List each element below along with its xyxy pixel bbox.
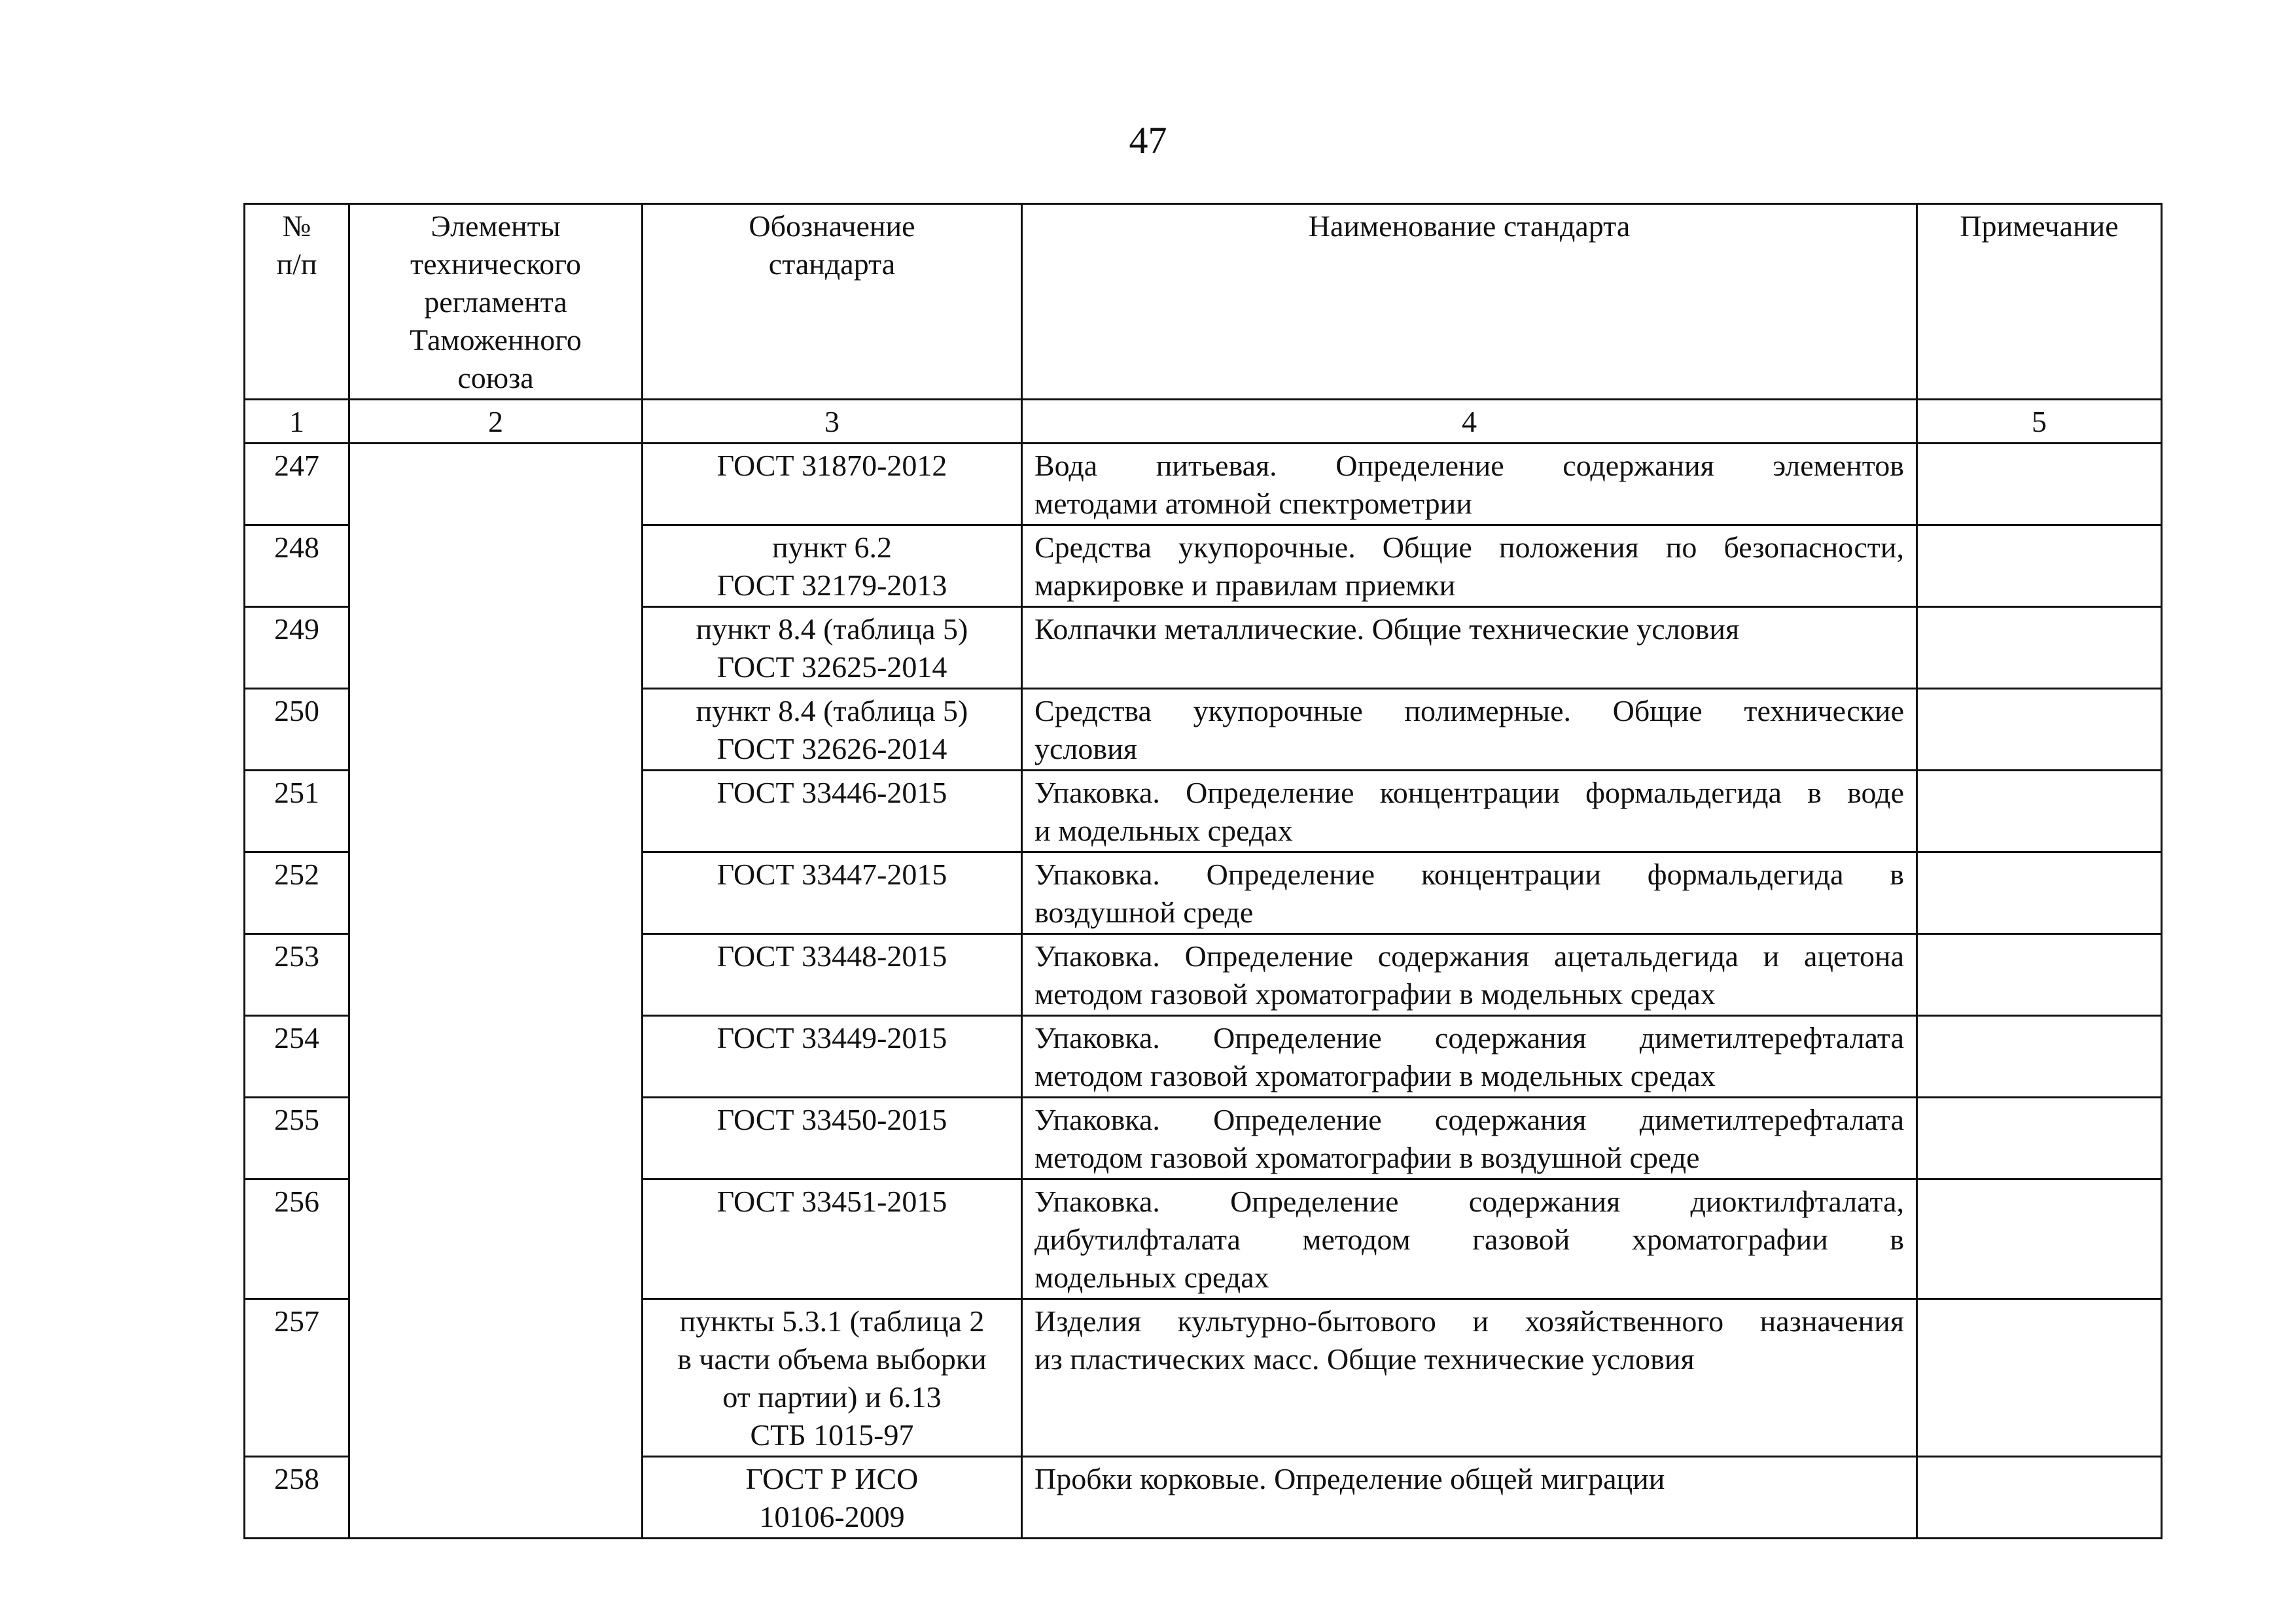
standard-designation [643, 1016, 1022, 1098]
row-number: 249 [245, 607, 349, 689]
note-cell [1917, 444, 2162, 525]
standard-name-line: методом газовой хроматографии в модельных средах [1034, 1059, 1716, 1092]
designation-line: ГОСТ 33446-2015 [716, 776, 947, 809]
header-elements [349, 204, 643, 400]
table-body [245, 444, 2162, 1539]
standard-name-line: Средства укупорочные полимерные. Общие технические [1034, 694, 1904, 727]
row-number: 248 [245, 525, 349, 607]
designation-line: ГОСТ 32625-2014 [716, 650, 947, 684]
designation-line: ГОСТ 32626-2014 [716, 732, 947, 765]
column-number: 1 [245, 400, 349, 444]
designation-line: СТБ 1015-97 [750, 1418, 914, 1452]
header-line: технического [410, 247, 581, 281]
note-cell [1917, 1098, 2162, 1179]
standard-name-line: маркировке и правилам приемки [1034, 568, 1456, 602]
regulation-element-cell [349, 444, 643, 1539]
standard-designation [643, 852, 1022, 934]
row-number: 247 [245, 444, 349, 525]
note-cell [1917, 689, 2162, 771]
designation-line: пункт 8.4 (таблица 5) [696, 612, 968, 646]
header-line: Таможенного [410, 323, 582, 357]
standard-name-line: дибутилфталата методом газовой хроматографии в [1034, 1223, 1904, 1256]
designation-line: ГОСТ 33447-2015 [716, 858, 947, 891]
note-cell [1917, 1457, 2162, 1539]
header-line: регламента [424, 285, 567, 319]
standard-designation [643, 1299, 1022, 1457]
column-number-row [245, 400, 2162, 444]
row-number: 258 [245, 1457, 349, 1539]
standard-name-line: Изделия культурно-бытового и хозяйственного назначения [1034, 1304, 1904, 1338]
standard-name [1022, 1098, 1917, 1179]
standard-name-line: условия [1034, 732, 1137, 765]
row-number: 253 [245, 934, 349, 1016]
designation-line: от партии) и 6.13 [722, 1380, 942, 1414]
standard-name [1022, 525, 1917, 607]
header-standard-name [1022, 204, 1917, 400]
designation-line: пункты 5.3.1 (таблица 2 [679, 1304, 985, 1338]
standard-designation [643, 1098, 1022, 1179]
standard-name [1022, 607, 1917, 689]
header-designation [643, 204, 1022, 400]
standard-name-line: методом газовой хроматографии в воздушной среде [1034, 1141, 1700, 1174]
standard-name-line: Средства укупорочные. Общие положения по безопасности, [1034, 531, 1904, 564]
standard-designation [643, 444, 1022, 525]
standard-designation [643, 1179, 1022, 1299]
note-cell [1917, 1299, 2162, 1457]
note-cell [1917, 1179, 2162, 1299]
header-line: Наименование стандарта [1308, 209, 1631, 243]
standard-designation [643, 525, 1022, 607]
standard-designation [643, 689, 1022, 771]
note-cell [1917, 852, 2162, 934]
header-line: Элементы [431, 209, 561, 243]
designation-line: ГОСТ 32179-2013 [716, 568, 947, 602]
standard-name [1022, 1457, 1917, 1539]
designation-line: в части объема выборки [677, 1342, 987, 1376]
header-note [1917, 204, 2162, 400]
designation-line: ГОСТ Р ИСО [745, 1462, 919, 1495]
standard-name-line: воздушной среде [1034, 896, 1254, 929]
standard-designation [643, 771, 1022, 852]
designation-line: пункт 8.4 (таблица 5) [696, 694, 968, 727]
note-cell [1917, 934, 2162, 1016]
standard-name [1022, 934, 1917, 1016]
standard-name [1022, 1016, 1917, 1098]
standard-name-line: Упаковка. Определение концентрации формальдегида в [1034, 858, 1904, 891]
column-number: 3 [643, 400, 1022, 444]
designation-line: ГОСТ 33449-2015 [716, 1021, 947, 1055]
standard-name-line: Вода питьевая. Определение содержания элементов [1034, 449, 1904, 482]
row-number: 254 [245, 1016, 349, 1098]
column-number: 4 [1022, 400, 1917, 444]
designation-line: ГОСТ 33450-2015 [716, 1103, 947, 1136]
standard-name-line: Упаковка. Определение содержания ацетальдегида и ацетона [1034, 939, 1904, 973]
header-number [245, 204, 349, 400]
header-line: Обозначение [749, 209, 915, 243]
header-line: союза [457, 361, 534, 394]
note-cell [1917, 1016, 2162, 1098]
standard-name-line: Упаковка. Определение содержания диоктилфталата, [1034, 1185, 1904, 1218]
designation-line: 10106-2009 [759, 1500, 905, 1533]
designation-line: ГОСТ 31870-2012 [716, 449, 947, 482]
standard-designation [643, 607, 1022, 689]
standard-name-line: методом газовой хроматографии в модельных средах [1034, 977, 1716, 1011]
row-number: 252 [245, 852, 349, 934]
standard-name [1022, 689, 1917, 771]
page-number: 47 [1129, 119, 1167, 162]
designation-line: пункт 6.2 [771, 531, 892, 564]
row-number: 251 [245, 771, 349, 852]
note-cell [1917, 525, 2162, 607]
standard-name-line: и модельных средах [1034, 814, 1293, 847]
column-number: 5 [1917, 400, 2162, 444]
standard-name [1022, 1299, 1917, 1457]
column-number: 2 [349, 400, 643, 444]
table-row [245, 444, 2162, 525]
header-line: Примечание [1960, 209, 2119, 243]
row-number: 255 [245, 1098, 349, 1179]
designation-line: ГОСТ 33451-2015 [716, 1185, 947, 1218]
row-number: 250 [245, 689, 349, 771]
standard-name-line: Упаковка. Определение содержания диметилтерефталата [1034, 1021, 1904, 1055]
standard-name-line: Упаковка. Определение содержания диметилтерефталата [1034, 1103, 1904, 1136]
standard-name [1022, 1179, 1917, 1299]
standard-name-line: Колпачки металлические. Общие технические условия [1034, 612, 1740, 646]
standard-name [1022, 771, 1917, 852]
header-line: № [282, 209, 311, 243]
standard-name-line: модельных средах [1034, 1261, 1269, 1294]
row-number: 256 [245, 1179, 349, 1299]
designation-line: ГОСТ 33448-2015 [716, 939, 947, 973]
standard-designation [643, 934, 1022, 1016]
note-cell [1917, 771, 2162, 852]
standard-name [1022, 852, 1917, 934]
standard-name [1022, 444, 1917, 525]
standard-designation [643, 1457, 1022, 1539]
standard-name-line: методами атомной спектрометрии [1034, 487, 1472, 520]
standards-table [243, 203, 2163, 1539]
note-cell [1917, 607, 2162, 689]
table-header-row [245, 204, 2162, 400]
standard-name-line: Пробки корковые. Определение общей миграции [1034, 1462, 1665, 1495]
standard-name-line: Упаковка. Определение концентрации формальдегида в воде [1034, 776, 1904, 809]
standard-name-line: из пластических масс. Общие технические условия [1034, 1342, 1695, 1376]
row-number: 257 [245, 1299, 349, 1457]
header-line: п/п [276, 247, 317, 281]
header-line: стандарта [768, 247, 896, 281]
